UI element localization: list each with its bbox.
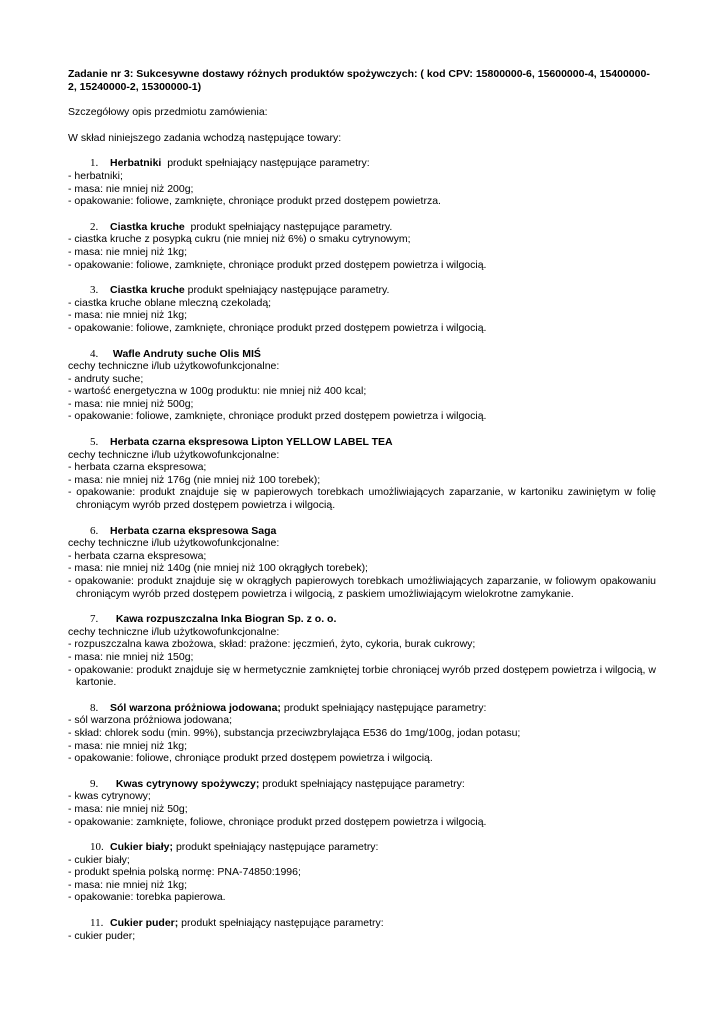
item-heading <box>68 525 656 538</box>
item-spec-line: - masa: nie mniej niż 1kg; <box>68 878 188 891</box>
item-spec-caption: cechy techniczne i/lub użytkowofunkcjonalne: <box>68 537 280 550</box>
item-spec-line: - masa: nie mniej niż 1kg; <box>68 245 188 258</box>
item-description: produkt spełniający następujące parametry: <box>259 777 465 790</box>
item-heading <box>68 702 656 715</box>
document-subtitle: Szczegółowy opis przedmiotu zamówienia: <box>68 106 268 119</box>
item-name: Herbata czarna ekspresowa Lipton YELLOW LABEL TEA <box>110 436 393 449</box>
document-intro: W skład niniejszego zadania wchodzą następujące towary: <box>68 131 342 144</box>
item-heading <box>68 157 656 170</box>
item-section <box>68 348 656 424</box>
item-number: 5. <box>90 436 99 449</box>
item-spec-line: - cukier biały; <box>68 853 130 866</box>
item-spec-line: - opakowanie: foliowe, zamknięte, chroniące produkt przed dostępem powietrza i wilgocią. <box>68 321 487 334</box>
item-spec-line: - opakowanie: foliowe, chroniące produkt przed dostępem powietrza i wilgocią. <box>68 752 433 765</box>
item-spec-line: - opakowanie: produkt znajduje się w hermetycznie zamkniętej torbie chroniącej wyrób przed dostępem powietrza i wilgocią, w kartonie. <box>68 663 656 689</box>
item-spec-line: - cukier puder; <box>68 929 136 942</box>
item-spec-line: - sól warzona próżniowa jodowana; <box>68 714 233 727</box>
item-name: Cukier biały; <box>110 841 174 854</box>
item-number: 2. <box>90 220 99 233</box>
item-description: produkt spełniający następujące parametry: <box>173 841 379 854</box>
item-spec-line: - masa: nie mniej niż 1kg; <box>68 309 188 322</box>
item-spec-line: - herbata czarna ekspresowa; <box>68 461 207 474</box>
item-spec-line: - produkt spełnia polską normę: PNA-74850:1996; <box>68 866 301 879</box>
item-number: 6. <box>90 524 99 537</box>
item-description: produkt spełniający następujące parametry: <box>280 701 487 714</box>
item-number: 11. <box>90 917 104 930</box>
item-spec-line: - herbata czarna ekspresowa; <box>68 549 207 562</box>
document-body <box>68 68 656 942</box>
item-spec-line: - andruty suche; <box>68 372 144 385</box>
item-name: Kawa rozpuszczalna Inka Biogran Sp. z o. o. <box>110 613 337 626</box>
item-name: Ciastka kruche <box>110 220 185 233</box>
item-heading <box>68 436 656 449</box>
item-spec-line: - masa: nie mniej niż 50g; <box>68 802 188 815</box>
item-spec-line: - masa: nie mniej niż 176g (nie mniej niż 100 torebek); <box>68 473 321 486</box>
item-number: 7. <box>90 613 99 626</box>
item-spec-line: - opakowanie: produkt znajduje się w okrągłych papierowych torebkach umożliwiających zaparzanie, w foliowym opakowaniu chroniącym wyrób przed dostępem powietrza i wilgocią, z paskiem umożliwiającym wielokrotne zamykanie. <box>68 575 656 600</box>
item-section <box>68 525 656 601</box>
item-spec-line: - masa: nie mniej niż 500g; <box>68 397 194 410</box>
item-section <box>68 436 656 512</box>
item-spec-line: - herbatniki; <box>68 169 123 182</box>
item-spec-line: - masa: nie mniej niż 200g; <box>68 182 194 195</box>
item-name: Wafle Andruty suche Olis MIŚ <box>110 347 261 360</box>
item-description: produkt spełniający następujące parametry. <box>184 284 390 297</box>
item-spec-line: - ciastka kruche oblane mleczną czekoladą; <box>68 296 272 309</box>
item-spec-line: - masa: nie mniej niż 1kg; <box>68 739 188 752</box>
item-number: 1. <box>90 157 99 170</box>
item-spec-line: - skład: chlorek sodu (min. 99%), substancja przeciwzbrylająca E536 do 1mg/100g, jodan potasu; <box>68 726 521 739</box>
item-number: 10. <box>90 841 104 854</box>
item-spec-caption: cechy techniczne i/lub użytkowofunkcjonalne: <box>68 625 280 638</box>
item-spec-line: - opakowanie: foliowe, zamknięte, chroniące produkt przed dostępem powietrza i wilgocią. <box>68 258 487 271</box>
item-spec-line: - opakowanie: foliowe, zamknięte, chroniące produkt przed dostępem powietrza i wilgocią. <box>68 410 487 423</box>
item-name: Herbatniki <box>110 157 162 170</box>
item-heading <box>68 841 656 854</box>
item-section <box>68 917 656 942</box>
item-spec-caption: cechy techniczne i/lub użytkowofunkcjonalne: <box>68 360 280 373</box>
item-heading <box>68 778 656 791</box>
document-title: Zadanie nr 3: Sukcesywne dostawy różnych produktów spożywczych: ( kod CPV: 15800000-6, 15600000-4, 15400000-2, 15240000-2, 15300000-1) <box>68 68 650 93</box>
item-section <box>68 157 656 207</box>
item-spec-line: - opakowanie: torebka papierowa. <box>68 891 226 904</box>
item-description: produkt spełniający następujące parametry. <box>184 220 393 233</box>
item-spec-line: - opakowanie: produkt znajduje się w papierowych torebkach umożliwiających zaparzanie, w kartoniku zawiniętym w folię chroniącym wyrób przed dostępem powietrza i wilgocią. <box>68 486 656 512</box>
item-spec-line: - masa: nie mniej niż 140g (nie mniej niż 100 okrągłych torebek); <box>68 562 368 575</box>
item-spec-line: - rozpuszczalna kawa zbożowa, skład: prażone: jęczmień, żyto, cykoria, burak cukrowy; <box>68 638 476 651</box>
item-number: 8. <box>90 701 99 714</box>
item-section <box>68 221 656 271</box>
item-section <box>68 613 656 689</box>
item-heading <box>68 348 656 361</box>
item-list <box>68 157 656 942</box>
item-section <box>68 702 656 765</box>
item-description: produkt spełniający następujące parametry: <box>178 917 384 930</box>
item-section <box>68 841 656 904</box>
item-name: Sól warzona próżniowa jodowana; <box>110 701 281 714</box>
item-heading <box>68 613 656 626</box>
item-spec-line: - masa: nie mniej niż 150g; <box>68 650 194 663</box>
item-heading <box>68 284 656 297</box>
item-name: Ciastka kruche <box>110 284 185 297</box>
item-section <box>68 284 656 334</box>
item-heading <box>68 917 656 930</box>
item-spec-line: - ciastka kruche z posypką cukru (nie mniej niż 6%) o smaku cytrynowym; <box>68 233 411 246</box>
item-number: 4. <box>90 347 99 360</box>
item-spec-line: - wartość energetyczna w 100g produktu: nie mniej niż 400 kcal; <box>68 385 367 398</box>
item-number: 3. <box>90 284 99 297</box>
item-spec-caption: cechy techniczne i/lub użytkowofunkcjonalne: <box>68 448 280 461</box>
item-name: Cukier puder; <box>110 917 179 930</box>
item-spec-line: - kwas cytrynowy; <box>68 790 151 803</box>
item-heading <box>68 221 656 234</box>
item-section <box>68 778 656 828</box>
item-name: Herbata czarna ekspresowa Saga <box>110 524 277 537</box>
item-name: Kwas cytrynowy spożywczy; <box>110 777 260 790</box>
item-spec-line: - opakowanie: zamknięte, foliowe, chroniące produkt przed dostępem powietrza i wilgocią. <box>68 815 487 828</box>
item-spec-line: - opakowanie: foliowe, zamknięte, chroniące produkt przed dostępem powietrza. <box>68 195 441 208</box>
item-description: produkt spełniający następujące parametry: <box>161 157 370 170</box>
item-number: 9. <box>90 777 99 790</box>
